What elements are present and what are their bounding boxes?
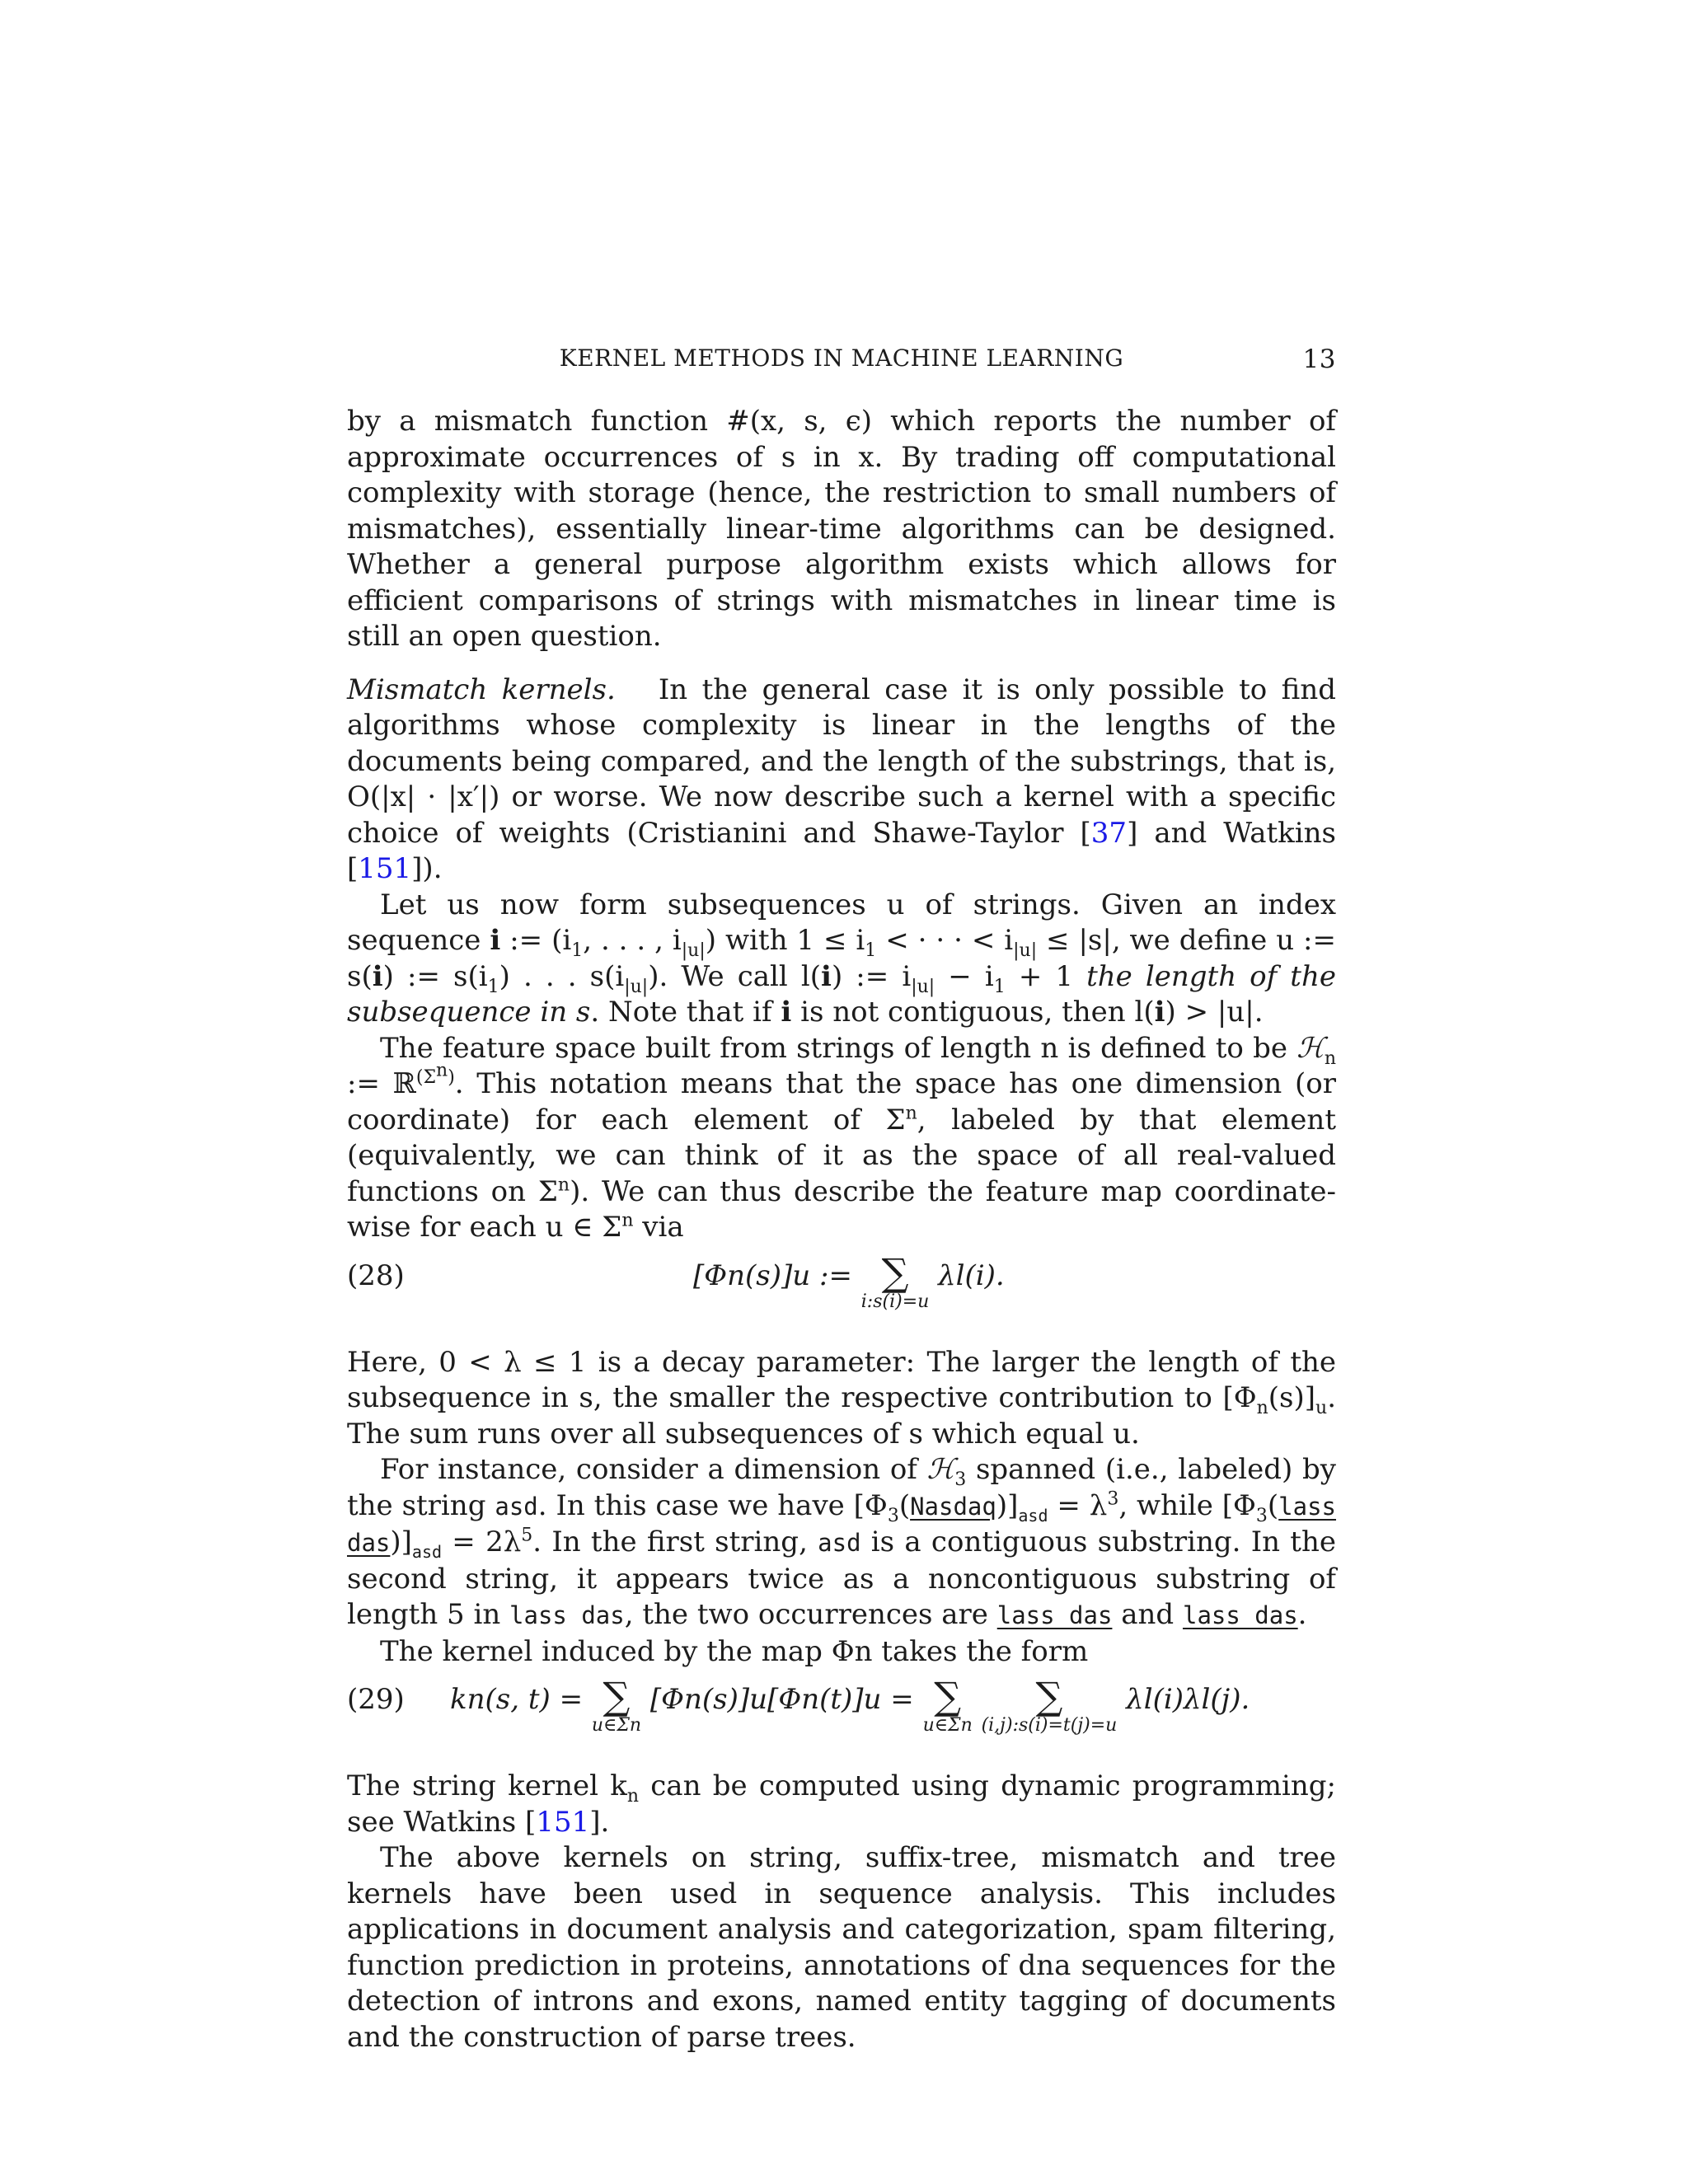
- text-run: ). We can thus describe the feature map coordinate-wise for each u ∈ Σ: [347, 1174, 1337, 1244]
- text-run: , labeled by that element (equivalently, we can think of it as the space of all real-valued functions on Σ: [347, 1103, 1336, 1208]
- code-text: lass das: [347, 1492, 1337, 1557]
- text-body: [347, 404, 1336, 2055]
- summation-symbol: ∑ (i,j):s(i)=t(j)=u: [981, 1674, 1118, 1736]
- text-run: For instance, consider a dimension of: [380, 1453, 927, 1486]
- paragraph-example: For instance, consider a dimension of ℋ$_3$ spanned (i.e., labeled) by the string asd. In this case we have $[\Phi_3(Nasdaq)]_{asd} = \lambda^3$, while [$\Phi_3(lass$ $das)]_{asd} = 2\lambda^5$. In the first string, asd is a contiguous substring. In the second string, it appears twice as a noncontiguous substring of length 5 in lass das, the two occurrences are lass das and lass das.: [347, 1453, 1337, 1631]
- text-run: ]).: [411, 852, 443, 885]
- text-run: = 2λ: [442, 1526, 522, 1558]
- text-run: and: [1112, 1598, 1183, 1631]
- paper-page: [347, 0, 1336, 2184]
- text-run: is a contiguous substring. In the second string, it appears twice as a noncontiguous substring of length 5 in: [347, 1526, 1336, 1631]
- text-run: ].: [589, 1805, 610, 1839]
- citation-link[interactable]: 151: [536, 1805, 590, 1839]
- equation-number: (28): [347, 1258, 405, 1292]
- summation-limit: (i,j):s(i)=t(j)=u: [981, 1715, 1118, 1736]
- paragraph-kernel-induced: The kernel induced by the map Φn takes the form: [380, 1634, 1089, 1668]
- text-run: ) . . . s(i: [499, 959, 625, 993]
- paragraph-dynamic-programming: The string kernel $k_n$ can be computed using dynamic programming; see Watkins [151].: [347, 1769, 1336, 1839]
- citation-link[interactable]: 151: [358, 852, 412, 885]
- text-run: can be computed using dynamic programming; see Watkins [: [347, 1769, 1336, 1839]
- text-run: )]: [390, 1526, 412, 1558]
- text-run: . Note that if: [590, 996, 781, 1029]
- equation-number: (29): [347, 1683, 405, 1716]
- equation-lhs: kn(s, t) =: [450, 1683, 584, 1716]
- code-text: lass das: [509, 1601, 625, 1629]
- text-run: ). We call l(: [648, 959, 822, 993]
- code-text: asd: [495, 1492, 538, 1521]
- text-run: + 1: [1005, 959, 1087, 993]
- text-run: . The sum runs over all subsequences of s which equal u.: [347, 1381, 1336, 1451]
- equation-body: [693, 1249, 1005, 1319]
- equation-rhs: λl(i).: [938, 1258, 1005, 1292]
- equation-28: [347, 1249, 1336, 1338]
- text-run: , . . . , i: [583, 924, 682, 957]
- text-run: via: [633, 1211, 684, 1244]
- text-run: . In the first string,: [532, 1526, 818, 1558]
- text-run: := (i: [500, 924, 572, 957]
- text-run: spanned (i.e., labeled) by the string: [347, 1453, 1336, 1522]
- text-run: , the two occurrences are: [624, 1598, 997, 1631]
- summation-limit: u∈Σn: [591, 1715, 642, 1736]
- text-run: < · · · < i: [876, 924, 1014, 957]
- paragraph-subsequences: Let us now form subsequences u of strings. Given an index sequence i := ($i_1$, . . . , $i_{|u|}$) with $1 \le i_1$ < · · · < $i_{|u|} \le |s|$, we define u := s(i) := $s(i_1)$ . . . $s(i_{|u|})$. We call l(i) := $i_{|u|} - i_1 + 1$ the length of the subsequence in s. Note that if i is not contiguous, then l(i) > |u|.: [347, 888, 1336, 1029]
- citation-link[interactable]: 37: [1090, 816, 1128, 850]
- summation-limit: i:s(i)=u: [860, 1291, 930, 1312]
- code-text: lass das: [996, 1601, 1113, 1629]
- text-run: The string kernel k: [347, 1769, 627, 1802]
- text-run: (: [898, 1488, 911, 1522]
- text-run: is not contiguous, then l(: [791, 996, 1155, 1029]
- text-run: (s)]: [1268, 1381, 1316, 1414]
- text-run: ) with 1 ≤ i: [705, 924, 865, 957]
- text-run: − i: [935, 959, 994, 993]
- text-run: (: [1267, 1488, 1279, 1522]
- code-text: Nasdaq: [910, 1492, 996, 1521]
- summation-symbol: ∑ u∈Σn: [922, 1674, 973, 1736]
- paragraph-mismatch-kernels: [347, 673, 1336, 888]
- equation-body: [450, 1674, 1250, 1742]
- summation-symbol: ∑ i:s(i)=u: [860, 1249, 930, 1312]
- paragraph-decay-parameter: Here, 0 < λ ≤ 1 is a decay parameter: The larger the length of the subsequence in s, the smaller the respective contribution to $[\Phi_n(s)]_u$. The sum runs over all subsequences of s which equal u.: [347, 1345, 1336, 1451]
- text-run: .: [1297, 1598, 1307, 1631]
- text-run: . This notation means that the space has one dimension (or coordinate) for each element of Σ: [347, 1067, 1336, 1137]
- text-run: ≤ |s|, we define u := s(: [347, 924, 1336, 993]
- code-text: asd: [818, 1529, 861, 1557]
- paragraph-applications: The above kernels on string, suffix-tree, mismatch and tree kernels have been used in sequence analysis. This includes applications in document analysis and categorization, spam filtering, function prediction in proteins, annotations of dna sequences for the detection of introns and exons, named entity tagging of documents and the construction of parse trees.: [347, 1841, 1336, 2054]
- emphasis-text: the length of the subsequence in s: [347, 959, 1336, 1029]
- equation-middle: [Φn(s)]u[Φn(t)]u =: [649, 1683, 914, 1716]
- text-run: The feature space built from strings of length n is defined to be: [380, 1031, 1297, 1065]
- equation-rhs: λl(i)λl(j).: [1126, 1683, 1250, 1716]
- text-run: )]: [996, 1488, 1019, 1522]
- running-head: [347, 344, 1336, 377]
- text-run: ) > |u|.: [1165, 996, 1264, 1029]
- text-run: := ℝ: [347, 1067, 416, 1100]
- text-run: = λ: [1048, 1488, 1108, 1522]
- text-run: ] and Watkins [: [347, 816, 1336, 885]
- summation-limit: u∈Σn: [922, 1715, 973, 1736]
- text-run: ) := i: [831, 959, 912, 993]
- text-run: ) := s(i: [382, 959, 488, 993]
- paragraph-mismatch-function: by a mismatch function #(x, s, ϵ) which reports the number of approximate occurrences of s in x. By trading off computational complexity with storage (hence, the restriction to small numbers of mismatches), essentially linear-time algorithms can be designed. Whether a general purpose algorithm exists which allows for efficient comparisons of strings with mismatches in linear time is still an open question.: [347, 405, 1336, 653]
- text-run: , while [Φ: [1118, 1488, 1256, 1522]
- running-title: KERNEL METHODS IN MACHINE LEARNING: [559, 344, 1124, 372]
- summation-symbol: ∑ u∈Σn: [591, 1674, 642, 1736]
- page-number: 13: [1302, 344, 1336, 374]
- equation-lhs: [Φn(s)]u :=: [693, 1258, 852, 1292]
- paragraph-feature-space: The feature space built from strings of length n is defined to be ℋ$_n$ := ℝ$^{(\Sigma^n)}$. This notation means that the space has one dimension (or coordinate) for each element of $\Sigma^n$, labeled by that element (equivalently, we can think of it as the space of all real-valued functions on $\Sigma^n$). We can thus describe the feature map coordinate-wise for each u ∈ $\Sigma^n$ via: [347, 1031, 1337, 1244]
- text-run: Here, 0 < λ ≤ 1 is a decay parameter: The larger the length of the subsequence in s, the smaller the respective contribution to [Φ: [347, 1345, 1336, 1414]
- section-heading: Mismatch kernels.: [347, 673, 616, 706]
- text-run: In the general case it is only possible to find algorithms whose complexity is linear in the lengths of the documents being compared, and the length of the substrings, that is, O(|x| · |x′|) or worse. We now describe such a kernel with a specific choice of weights (Cristianini and Shawe-Taylor [: [347, 673, 1336, 850]
- text-run: Let us now form subsequences u of strings. Given an index sequence: [347, 888, 1336, 957]
- equation-29: [347, 1673, 1336, 1762]
- text-run: . In this case we have [Φ: [537, 1488, 888, 1522]
- code-text: lass das: [1182, 1601, 1298, 1629]
